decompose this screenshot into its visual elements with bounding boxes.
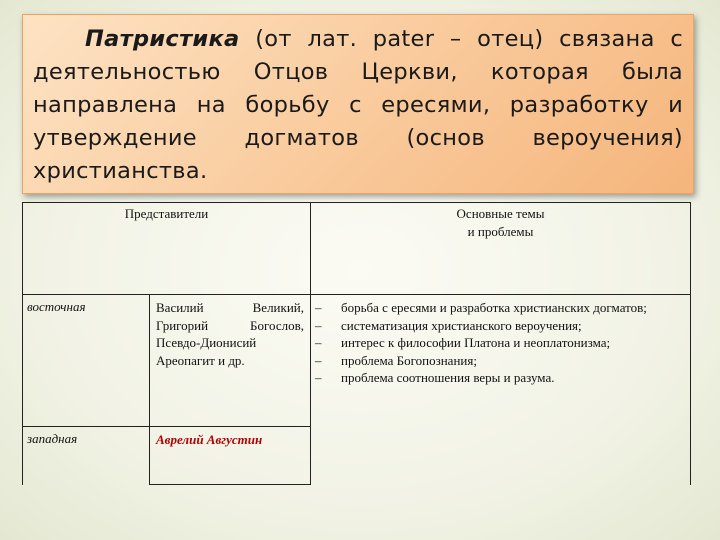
direction-east: восточная	[23, 295, 150, 427]
theme-text: систематизация христианского вероучения;	[341, 317, 582, 333]
theme-item	[315, 317, 684, 335]
dash-mark: –	[315, 335, 322, 350]
table-row-east	[23, 295, 691, 427]
representatives-east: Василий Великий, Григорий Богослов, Псевдо-Дионисий Ареопагит и др.	[150, 295, 311, 427]
header-themes	[311, 203, 691, 295]
intro-definition: (от лат. pater – отец) связана с деятельностью Отцов Церкви, которая была направлена на борьбу с ересями, разработку и утверждение догматов (основ вероучения) христианства.	[33, 26, 684, 184]
header-themes-line2: и проблемы	[467, 224, 534, 239]
theme-item	[315, 299, 684, 317]
intro-term: Патристика	[85, 26, 240, 52]
theme-item	[315, 334, 684, 352]
theme-text: интерес к философии Платона и неоплатонизма;	[341, 335, 611, 350]
theme-text: проблема соотношения веры и разума.	[341, 370, 555, 385]
theme-item	[315, 369, 684, 387]
patristics-table	[22, 202, 691, 485]
theme-text: борьба с ересями и разработка христианских догматов;	[341, 300, 647, 315]
dash-mark: –	[315, 352, 322, 368]
header-themes-line1: Основные темы	[456, 206, 545, 221]
header-representatives	[23, 203, 311, 295]
header-representatives-label: Представители	[124, 206, 209, 221]
dash-mark: –	[315, 317, 322, 333]
direction-west: западная	[23, 427, 150, 485]
theme-text: проблема Богопознания;	[341, 352, 477, 368]
dash-mark: –	[315, 300, 322, 315]
representatives-west: Аврелий Августин	[150, 427, 311, 485]
themes-cell	[311, 295, 691, 485]
intro-paragraph	[33, 23, 683, 188]
intro-box	[22, 14, 694, 194]
table-header-row	[23, 203, 691, 295]
theme-item	[315, 352, 684, 370]
dash-mark: –	[315, 370, 322, 385]
